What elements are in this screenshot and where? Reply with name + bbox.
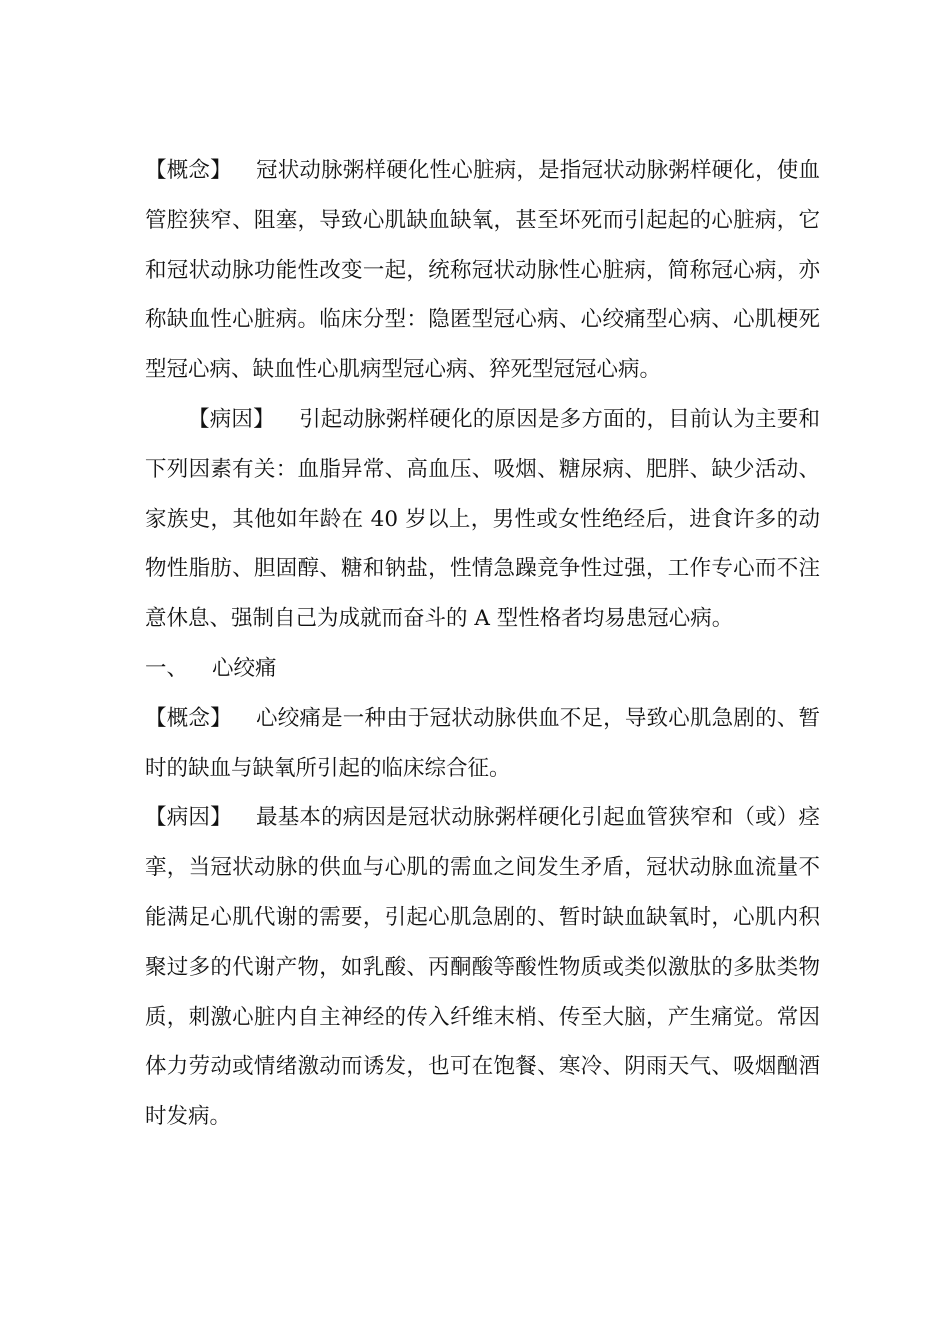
paragraph-text: 心绞痛是一种由于冠状动脉供血不足，导致心肌急剧的、暂时的缺血与缺氧所引起的临床综合征。	[145, 705, 820, 781]
paragraph-cause-angina	[145, 793, 820, 1142]
section-label-concept: 【概念】	[145, 158, 232, 183]
heading-title: 心绞痛	[212, 655, 277, 681]
section-label-concept: 【概念】	[145, 705, 232, 731]
section-heading-angina	[145, 644, 820, 694]
paragraph-text: 冠状动脉粥样硬化性心脏病，是指冠状动脉粥样硬化，使血管腔狭窄、阻塞，导致心肌缺血缺氧，甚至坏死而引起起的心脏病，它和冠状动脉功能性改变一起，统称冠状动脉性心脏病，简称冠心病，亦称缺血性心脏病。临床分型：隐匿型冠心病、心绞痛型心病、心肌梗死型冠心病、缺血性心肌病型冠心病、猝死型冠冠心病。	[145, 158, 820, 383]
section-label-cause: 【病因】	[188, 406, 275, 432]
paragraph-cause-chd	[145, 395, 820, 644]
paragraph-concept-chd	[145, 146, 820, 395]
paragraph-text: 引起动脉粥样硬化的原因是多方面的，目前认为主要和下列因素有关：血脂异常、高血压、吸烟、糖尿病、肥胖、缺少活动、家族史，其他如年龄在 40 岁以上，男性或女性绝经后，进食许多的动物性脂肪、胆固醇、糖和钠盐，性情急躁竞争性过强，工作专心而不注意休息、强制自己为成就而奋斗的 A 型性格者均易患冠心病。	[145, 406, 820, 632]
section-label-cause: 【病因】	[145, 805, 232, 831]
document-page	[145, 146, 820, 1142]
heading-number: 一、	[145, 655, 189, 681]
paragraph-concept-angina	[145, 694, 820, 794]
paragraph-text: 最基本的病因是冠状动脉粥样硬化引起血管狭窄和（或）痉挛，当冠状动脉的供血与心肌的需血之间发生矛盾，冠状动脉血流量不能满足心肌代谢的需要，引起心肌急剧的、暂时缺血缺氧时，心肌内积聚过多的代谢产物，如乳酸、丙酮酸等酸性物质或类似激肽的多肽类物质，刺激心脏内自主神经的传入纤维末梢、传至大脑，产生痛觉。常因体力劳动或情绪激动而诱发，也可在饱餐、寒冷、阴雨天气、吸烟酗酒时发病。	[145, 805, 820, 1130]
